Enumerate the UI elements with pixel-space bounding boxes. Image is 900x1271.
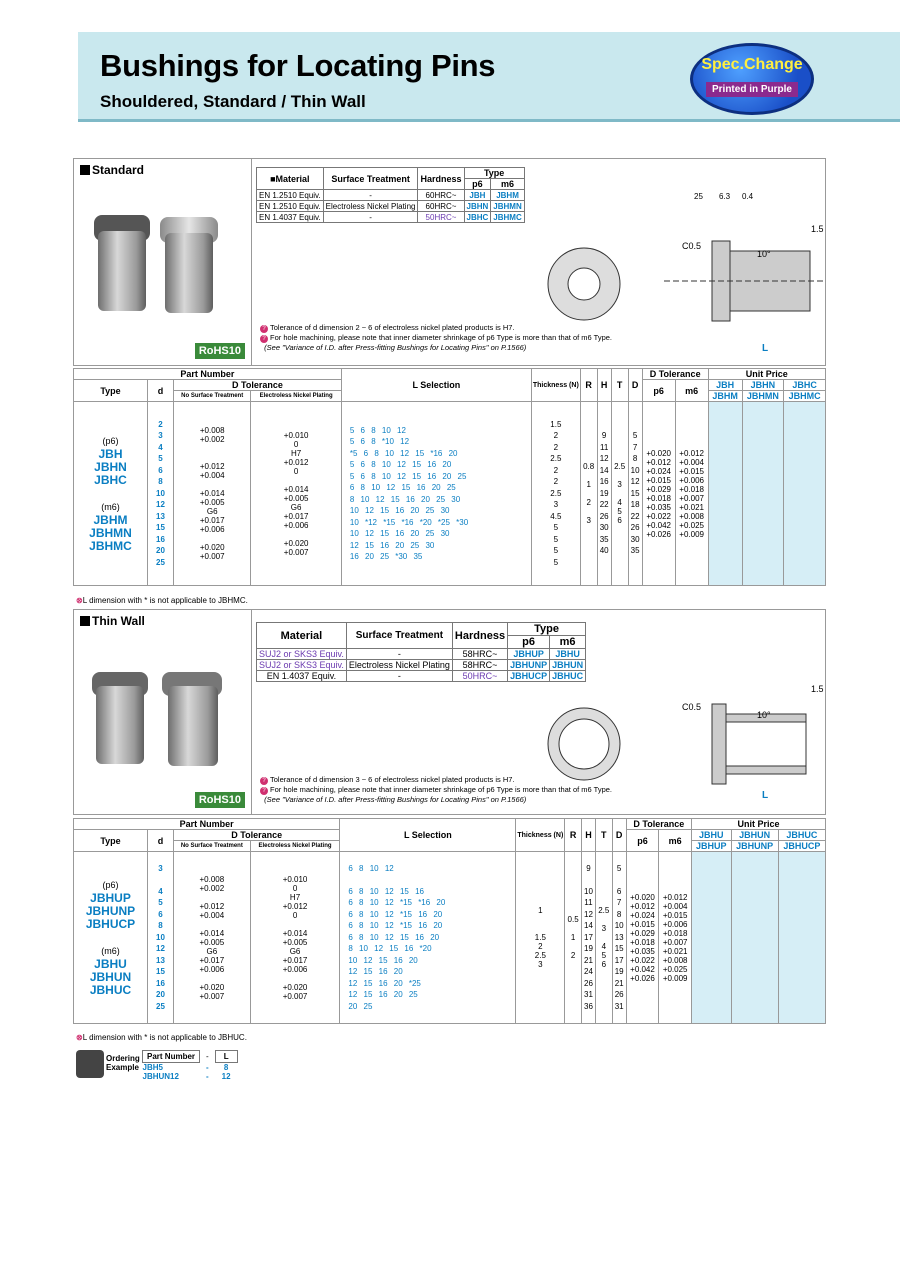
standard-data-table: Part Number L Selection Thickness (N) R H T D D Tolerance Unit Price Type d D Tolerance p6 m6 JBH JBHN JBHC No Surface Treatment Electroless Nickel Plating JBHM JBHMN JBHMC (p6) JBH JBHN JBHC (m6) JBHM JBHMN JBHMC 2 3 4 5 6 8 10 12 13 15 16 20 25 +0.008 +0.002 +0.012 +0.004 +0.014 +0.005 G6 +0.017 +0.006 +0.020 +0.007 +0.010 0 H7 +0.012 0 +0.014 +0.005 G6 +0.017 +0.006 +0.020 +0.007 5 6 8 10 12 5 6 8 *10 12 *5 6 8 10 12 15 *16 20 5 6 8 10 12 15 16 20 5 6 8 10 12 15 16 20 25 6 8 10 12 15 16 20 25 8 10 12 15 16 20 25 30 10 12 15 16 20 25 30 10 *12 *15 *16 *20 *25 *30 10 12 15 16 20 25 30 12 15 16 20 25 30 16 20 25 *30 35 1.5 2 2 2.5 2 2 2.5 3 4.5 5 5 5 5 0.8 1 2 3 9 11 12 14 16 19 22 26 30 35 40 2.5 3 4 5 6 5 7 8 10 12 15 18 22 26 30 35 +0.020 +0.012 +0.024 +0.015 +0.029 +0.018 +0.035 +0.022 +0.042 +0.026 +0.012 +0.004 +0.015 +0.006 +0.018 +0.007 +0.021 +0.008 +0.025 +0.009	[73, 368, 826, 586]
standard-material-table: ■Material Surface Treatment Hardness Type p6 m6 EN 1.2510 Equiv. - 60HRC~ JBH JBHM EN 1.2510 Equiv. Electroless Nickel Plating 60HRC~ JBHN JBHMN EN 1.4037 Equiv. - 50HRC~ JBHC JBHMC	[256, 167, 525, 223]
standard-panel	[73, 158, 826, 366]
svg-text:25: 25	[694, 192, 703, 201]
thin-body-image-2	[168, 686, 218, 766]
thin-rohs-badge: RoHS10	[195, 792, 245, 808]
page-title: Bushings for Locating Pins	[100, 48, 496, 83]
standard-label: Standard	[80, 163, 144, 177]
svg-text:C0.5: C0.5	[682, 241, 702, 251]
standard-footnote: ⊗ L dimension with * is not applicable to JBHMC.	[76, 596, 248, 605]
bushing-body-image	[98, 231, 146, 311]
svg-text:L: L	[762, 790, 769, 801]
standard-notes: ? Tolerance of d dimension 2 ~ 6 of electroless nickel plated products is H7. ? For hole machining, please note that inner diameter shrinkage of p6 Type is more than that of m6 Type. (See "Variance of I.D. after Press-fitting Bushings for Locating Pins" on P.1566)	[260, 323, 612, 352]
thin-label: Thin Wall	[80, 614, 145, 628]
thin-material-table: Material Surface Treatment Hardness Type p6 m6 SUJ2 or SKS3 Equiv. - 58HRC~ JBHUP JBHU SUJ2 or SKS3 Equiv. Electroless Nickel Plating 58HRC~ JBHUNP JBHUN EN 1.4037 Equiv. - 50HRC~ JBHUCP JBHUC	[256, 622, 586, 682]
thin-footnote: ⊗ L dimension with * is not applicable to JBHUC.	[76, 1033, 247, 1042]
spec-change-badge: Spec.Change Printed in Purple	[690, 43, 814, 115]
thin-panel	[73, 609, 826, 815]
svg-text:C0.5: C0.5	[682, 702, 702, 712]
ordering-label: Ordering Example	[106, 1054, 140, 1072]
standard-photo-box	[74, 159, 252, 365]
ordering-table: Part Number - L JBH5 - 8 JBHUN12 - 12	[142, 1050, 238, 1081]
svg-text:1.5: 1.5	[811, 224, 824, 234]
bushing-body-image-2	[165, 233, 213, 313]
svg-text:L: L	[762, 343, 769, 354]
thin-body-image	[96, 686, 144, 764]
svg-text:1.5: 1.5	[811, 684, 824, 694]
svg-text:10°: 10°	[757, 710, 771, 720]
page-subtitle: Shouldered, Standard / Thin Wall	[100, 92, 366, 111]
standard-type-list: (p6) JBH JBHN JBHC (m6) JBHM JBHMN JBHMC	[74, 402, 148, 586]
rohs-badge: RoHS10	[195, 343, 245, 359]
ordering-icon	[76, 1050, 104, 1078]
svg-text:10°: 10°	[757, 249, 771, 259]
svg-text:6.3: 6.3	[719, 192, 731, 201]
thin-photo-box	[74, 610, 252, 814]
svg-text:0.4: 0.4	[742, 192, 754, 201]
thin-type-list: (p6) JBHUP JBHUNP JBHUCP (m6) JBHU JBHUN JBHUC	[74, 852, 148, 1024]
thin-notes: ? Tolerance of d dimension 3 ~ 6 of electroless nickel plated products is H7. ? For hole machining, please note that inner diameter shrinkage of p6 Type is more than that of m6 Type. (See "Variance of I.D. after Press-fitting Bushings for Locating Pins" on P.1566)	[260, 775, 612, 804]
thin-data-table: Part Number L Selection Thickness (N) R H T D D Tolerance Unit Price Type d D Tolerance p6 m6 JBHU JBHUN JBHUC No Surface Treatment Electroless Nickel Plating JBHUP JBHUNP JBHUCP (p6) JBHUP JBHUNP JBHUCP (m6) JBHU JBHUN JBHUC 3 4 5 6 8 10 12 13 15 16 20 25 +0.008 +0.002 +0.012 +0.004 +0.014 +0.005 G6 +0.017 +0.006 +0.020 +0.007 +0.010 0 H7 +0.012 0 +0.014 +0.005 G6 +0.017 +0.006 +0.020 +0.007 6 8 10 12 6 8 10 12 15 16 6 8 10 12 *15 *16 20 6 8 10 12 *15 16 20 6 8 10 12 *15 16 20 6 8 10 12 15 16 20 8 10 12 15 16 *20 10 12 15 16 20 12 15 16 20 12 15 16 20 *25 12 15 16 20 25 20 25 1 1.5 2 2.5 3 0.5 1 2 9 10 11 12 14 17 19 21 24 26 31 36 2.5 3 4 5 6 5 6 7 8 10 13 15 17 19 21 26 31 +0.020 +0.012 +0.024 +0.015 +0.029 +0.018 +0.035 +0.022 +0.042 +0.026 +0.012 +0.004 +0.015 +0.006 +0.018 +0.007 +0.021 +0.008 +0.025 +0.009	[73, 818, 826, 1024]
